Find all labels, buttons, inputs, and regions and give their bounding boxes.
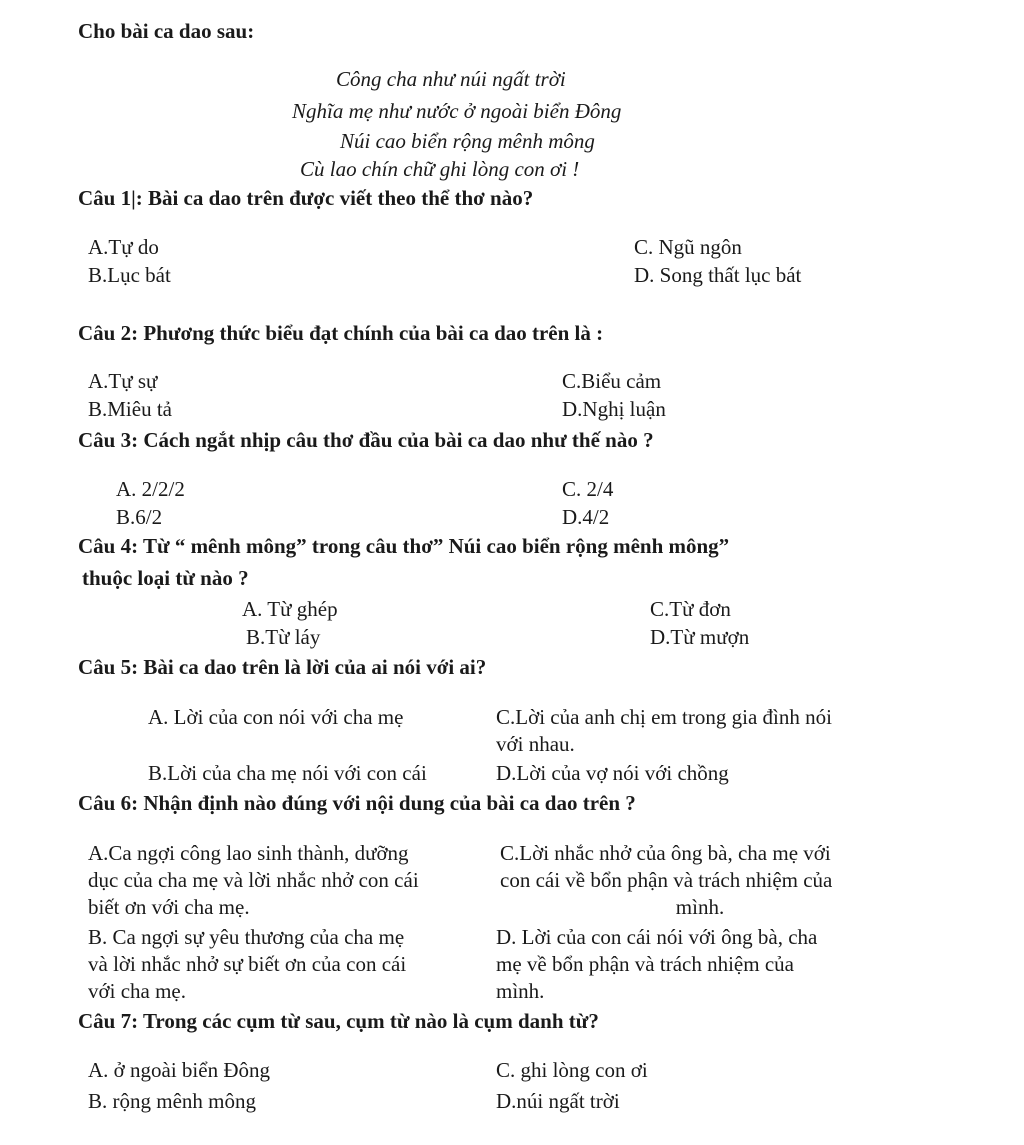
- q7-option-a: A. ở ngoài biển Đông: [88, 1058, 270, 1082]
- intro-heading: Cho bài ca dao sau:: [78, 19, 255, 43]
- poem-line-2: Nghĩa mẹ như nước ở ngoài biển Đông: [292, 99, 622, 123]
- q7-option-b: B. rộng mênh mông: [88, 1089, 256, 1113]
- question-7-text: Câu 7: Trong các cụm từ sau, cụm từ nào là cụm danh từ?: [78, 1009, 599, 1033]
- q1-option-a: A.Tự do: [88, 235, 159, 259]
- question-3-text: Câu 3: Cách ngắt nhịp câu thơ đầu của bài ca dao như thế nào ?: [78, 428, 654, 452]
- q5-option-c-line-2: với nhau.: [496, 732, 575, 756]
- question-1-text: Câu 1|: Bài ca dao trên được viết theo thể thơ nào?: [78, 186, 534, 210]
- q2-option-d: D.Nghị luận: [562, 397, 666, 421]
- q5-option-a: A. Lời của con nói với cha mẹ: [148, 705, 404, 729]
- q6-option-b-line-1: B. Ca ngợi sự yêu thương của cha mẹ: [88, 925, 405, 949]
- q3-option-a: A. 2/2/2: [116, 477, 185, 501]
- q3-option-b: B.6/2: [116, 505, 163, 529]
- q3-option-c: C. 2/4: [562, 477, 614, 501]
- q6-option-d-line-1: D. Lời của con cái nói với ông bà, cha: [496, 925, 818, 949]
- q1-option-c: C. Ngũ ngôn: [634, 235, 742, 259]
- q6-option-c-line-2: con cái về bổn phận và trách nhiệm của: [500, 868, 833, 892]
- question-6-text: Câu 6: Nhận định nào đúng với nội dung của bài ca dao trên ?: [78, 791, 636, 815]
- q2-option-c: C.Biểu cảm: [562, 369, 662, 393]
- q5-option-b: B.Lời của cha mẹ nói với con cái: [148, 761, 427, 785]
- q7-option-c: C. ghi lòng con ơi: [496, 1058, 648, 1082]
- q6-option-c-line-3: mình.: [675, 895, 725, 919]
- q6-option-d-line-3: mình.: [496, 979, 545, 1003]
- q4-option-c: C.Từ đơn: [650, 597, 731, 621]
- q1-option-d: D. Song thất lục bát: [634, 263, 802, 287]
- q6-option-a-line-3: biết ơn với cha mẹ.: [88, 895, 250, 919]
- q3-option-d: D.4/2: [562, 505, 610, 529]
- q6-option-d-line-2: mẹ về bổn phận và trách nhiệm của: [496, 952, 794, 976]
- q1-option-b: B.Lục bát: [88, 263, 171, 287]
- q6-option-b-line-3: với cha mẹ.: [88, 979, 186, 1003]
- q4-option-b: B.Từ láy: [246, 625, 321, 649]
- question-4-text-line-2: thuộc loại từ nào ?: [82, 566, 249, 590]
- q4-option-d: D.Từ mượn: [650, 625, 750, 649]
- q6-option-c-line-1: C.Lời nhắc nhở của ông bà, cha mẹ với: [500, 841, 831, 865]
- q4-option-a: A. Từ ghép: [242, 597, 338, 621]
- q5-option-c-line-1: C.Lời của anh chị em trong gia đình nói: [496, 705, 832, 729]
- question-2-text: Câu 2: Phương thức biểu đạt chính của bài ca dao trên là :: [78, 321, 604, 345]
- q7-option-d: D.núi ngất trời: [496, 1089, 620, 1113]
- question-4-text-line-1: Câu 4: Từ “ mênh mông” trong câu thơ” Núi cao biển rộng mênh mông”: [78, 534, 730, 558]
- q6-option-a-line-1: A.Ca ngợi công lao sinh thành, dưỡng: [88, 841, 409, 865]
- q5-option-d: D.Lời của vợ nói với chồng: [496, 761, 729, 785]
- question-5-text: Câu 5: Bài ca dao trên là lời của ai nói với ai?: [78, 655, 487, 679]
- q2-option-b: B.Miêu tả: [88, 397, 172, 421]
- poem-line-3: Núi cao biển rộng mênh mông: [340, 129, 595, 153]
- poem-line-1: Công cha như núi ngất trời: [336, 67, 566, 91]
- q6-option-a-line-2: dục của cha mẹ và lời nhắc nhở con cái: [88, 868, 419, 892]
- q2-option-a: A.Tự sự: [88, 369, 158, 393]
- poem-line-4: Cù lao chín chữ ghi lòng con ơi !: [300, 157, 580, 181]
- q6-option-b-line-2: và lời nhắc nhở sự biết ơn của con cái: [88, 952, 407, 976]
